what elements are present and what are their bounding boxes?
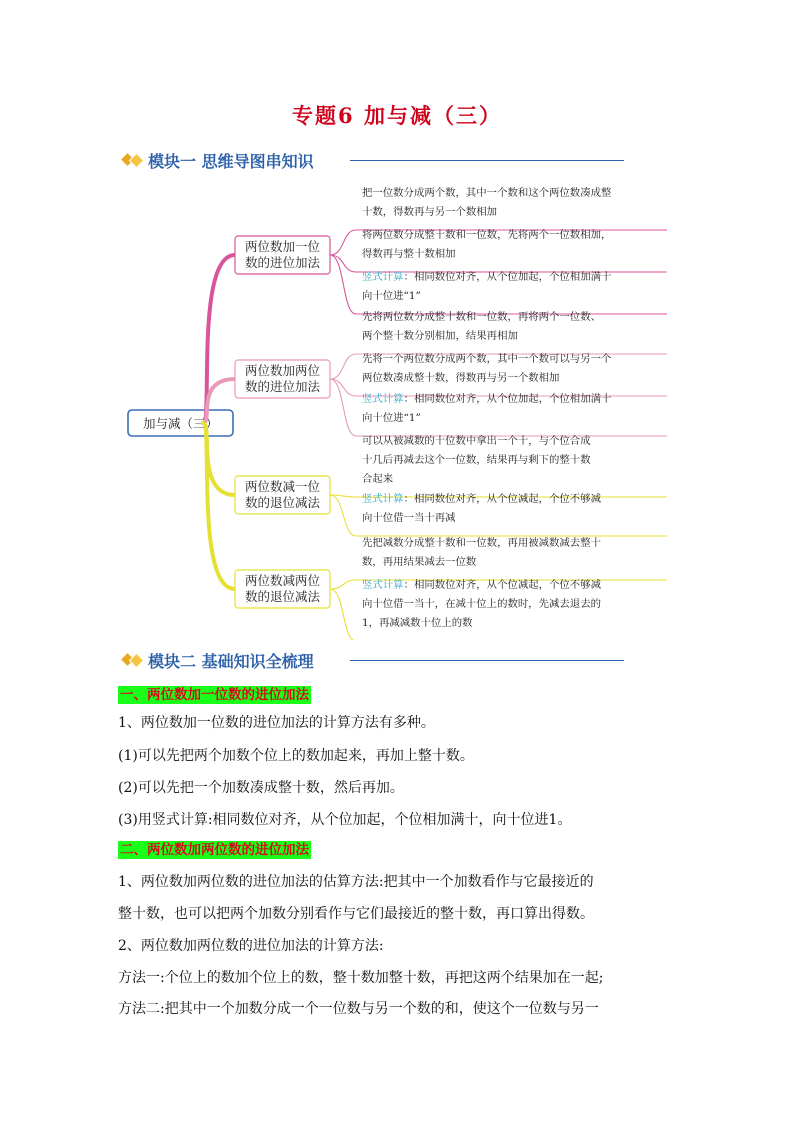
divider-line	[350, 660, 624, 661]
leaf-connector	[330, 354, 356, 379]
leaf-connector	[330, 255, 356, 272]
leaf-text-line: 两位数凑成整十数，得数再与另一个数相加	[362, 372, 560, 384]
branch-node-label: 数的进位加法	[244, 379, 321, 394]
module-two-label: 模块二 基础知识全梳理	[148, 651, 314, 671]
leaf-text-line: 两个整十数分别相加，结果再相加	[362, 330, 518, 342]
leaf-prefix: 竖式计算	[362, 271, 404, 283]
section-one-heading: 一、两位数加一位数的进位加法	[120, 687, 309, 703]
module-one-label: 模块一 思维导图串知识	[148, 151, 314, 171]
leaf-prefix: 竖式计算	[362, 579, 404, 591]
leaf-rest: ：相同数位对齐，从个位减起，个位不够减	[403, 579, 601, 591]
leaf-rest: ：相同数位对齐，从个位加起，个位相加满十	[403, 271, 612, 283]
branch-node-label: 数的进位加法	[244, 255, 321, 270]
section-two-paragraph: 方法一:个位上的数加个位上的数，整十数加整十数，再把这两个结果加在一起;	[118, 970, 604, 986]
leaf-rest: ：相同数位对齐，从个位减起，个位不够减	[403, 493, 601, 505]
leaf-text-line	[362, 270, 611, 283]
leaf-rest: ：相同数位对齐，从个位加起，个位相加满十	[403, 393, 612, 405]
diamond-bullet-icon	[122, 652, 144, 668]
leaf-text-line: 1，再减减数十位上的数	[362, 617, 473, 629]
page-title: 专题6 加与减（三）	[292, 103, 502, 128]
section-two-paragraph: 方法二:把其中一个加数分成一个一位数与另一个数的和，使这个一位数与另一	[118, 1001, 599, 1017]
leaf-text-line: 向十位借一当十再减	[362, 512, 456, 524]
leaf-connector	[330, 495, 356, 536]
section-two-paragraph: 1、两位数加两位数的进位加法的估算方法:把其中一个加数看作与它最接近的	[118, 874, 594, 890]
leaf-connector	[330, 230, 356, 255]
leaf-text-line: 可以从被减数的十位数中拿出一个十，与个位合成	[362, 435, 591, 447]
section-two-paragraph: 2、两位数加两位数的进位加法的计算方法:	[118, 938, 384, 954]
section-two-paragraph: 整十数，也可以把两个加数分别看作与它们最接近的整十数，再口算出得数。	[118, 906, 594, 922]
branch-node-label: 数的退位减法	[244, 589, 321, 604]
leaf-text-line	[362, 578, 601, 591]
leaf-text-line: 先将两位数分成整十数和一位数，再将两个一位数、	[362, 311, 601, 323]
branch-node-label: 两位数减两位	[244, 573, 321, 588]
branch-node-label: 数的退位减法	[244, 495, 321, 510]
branch-node-label: 两位数加两位	[244, 363, 321, 378]
leaf-text-line: 得数再与整十数相加	[362, 248, 456, 260]
section-two-heading: 二、两位数加两位数的进位加法	[120, 842, 309, 858]
module-two-header	[122, 647, 314, 673]
leaf-text-line: 将两位数分成整十数和一位数，先将两个一位数相加，	[362, 229, 612, 241]
leaf-text-line: 向十位借一当十，在减十位上的数时，先减去退去的	[362, 598, 601, 610]
leaf-connector	[330, 580, 356, 589]
leaf-text-line: 先把减数分成整十数和一位数，再用被减数减去整十	[362, 537, 601, 549]
leaf-prefix: 竖式计算	[362, 393, 404, 405]
leaf-connector	[330, 379, 356, 396]
branch-connector	[203, 423, 235, 589]
section-one-paragraph: (1)可以先把两个加数个位上的数加起来，再加上整十数。	[118, 748, 474, 764]
section-one-paragraph: (3)用竖式计算:相同数位对齐，从个位加起，个位相加满十，向十位进1。	[118, 812, 572, 828]
leaf-text-line: 数，再用结果减去一位数	[362, 556, 477, 568]
leaf-text-line: 向十位进“1”	[362, 290, 421, 302]
leaf-text-line: 先将一个两位数分成两个数，其中一个数可以与另一个	[362, 353, 612, 365]
section-one-paragraph: (2)可以先把一个加数凑成整十数，然后再加。	[118, 780, 404, 796]
leaf-text-line: 合起来	[362, 473, 394, 485]
leaf-prefix: 竖式计算	[362, 493, 404, 505]
leaf-connector	[330, 589, 356, 640]
leaf-text-line	[362, 492, 601, 505]
root-node-label: 加与减（三）	[142, 416, 219, 431]
leaf-text-line	[362, 392, 611, 405]
branch-node-label: 两位数加一位	[244, 239, 321, 254]
leaf-text-line: 十数，得数再与另一个数相加	[362, 206, 498, 218]
section-one-paragraph: 1、两位数加一位数的进位加法的计算方法有多种。	[118, 715, 435, 731]
leaf-text-line: 把一位数分成两个数，其中一个数和这个两位数凑成整	[362, 187, 612, 199]
branch-node-label: 两位数减一位	[244, 479, 321, 494]
leaf-text-line: 十几后再减去这个一位数，结果再与剩下的整十数	[362, 454, 591, 466]
leaf-text-line: 向十位进“1”	[362, 412, 421, 424]
